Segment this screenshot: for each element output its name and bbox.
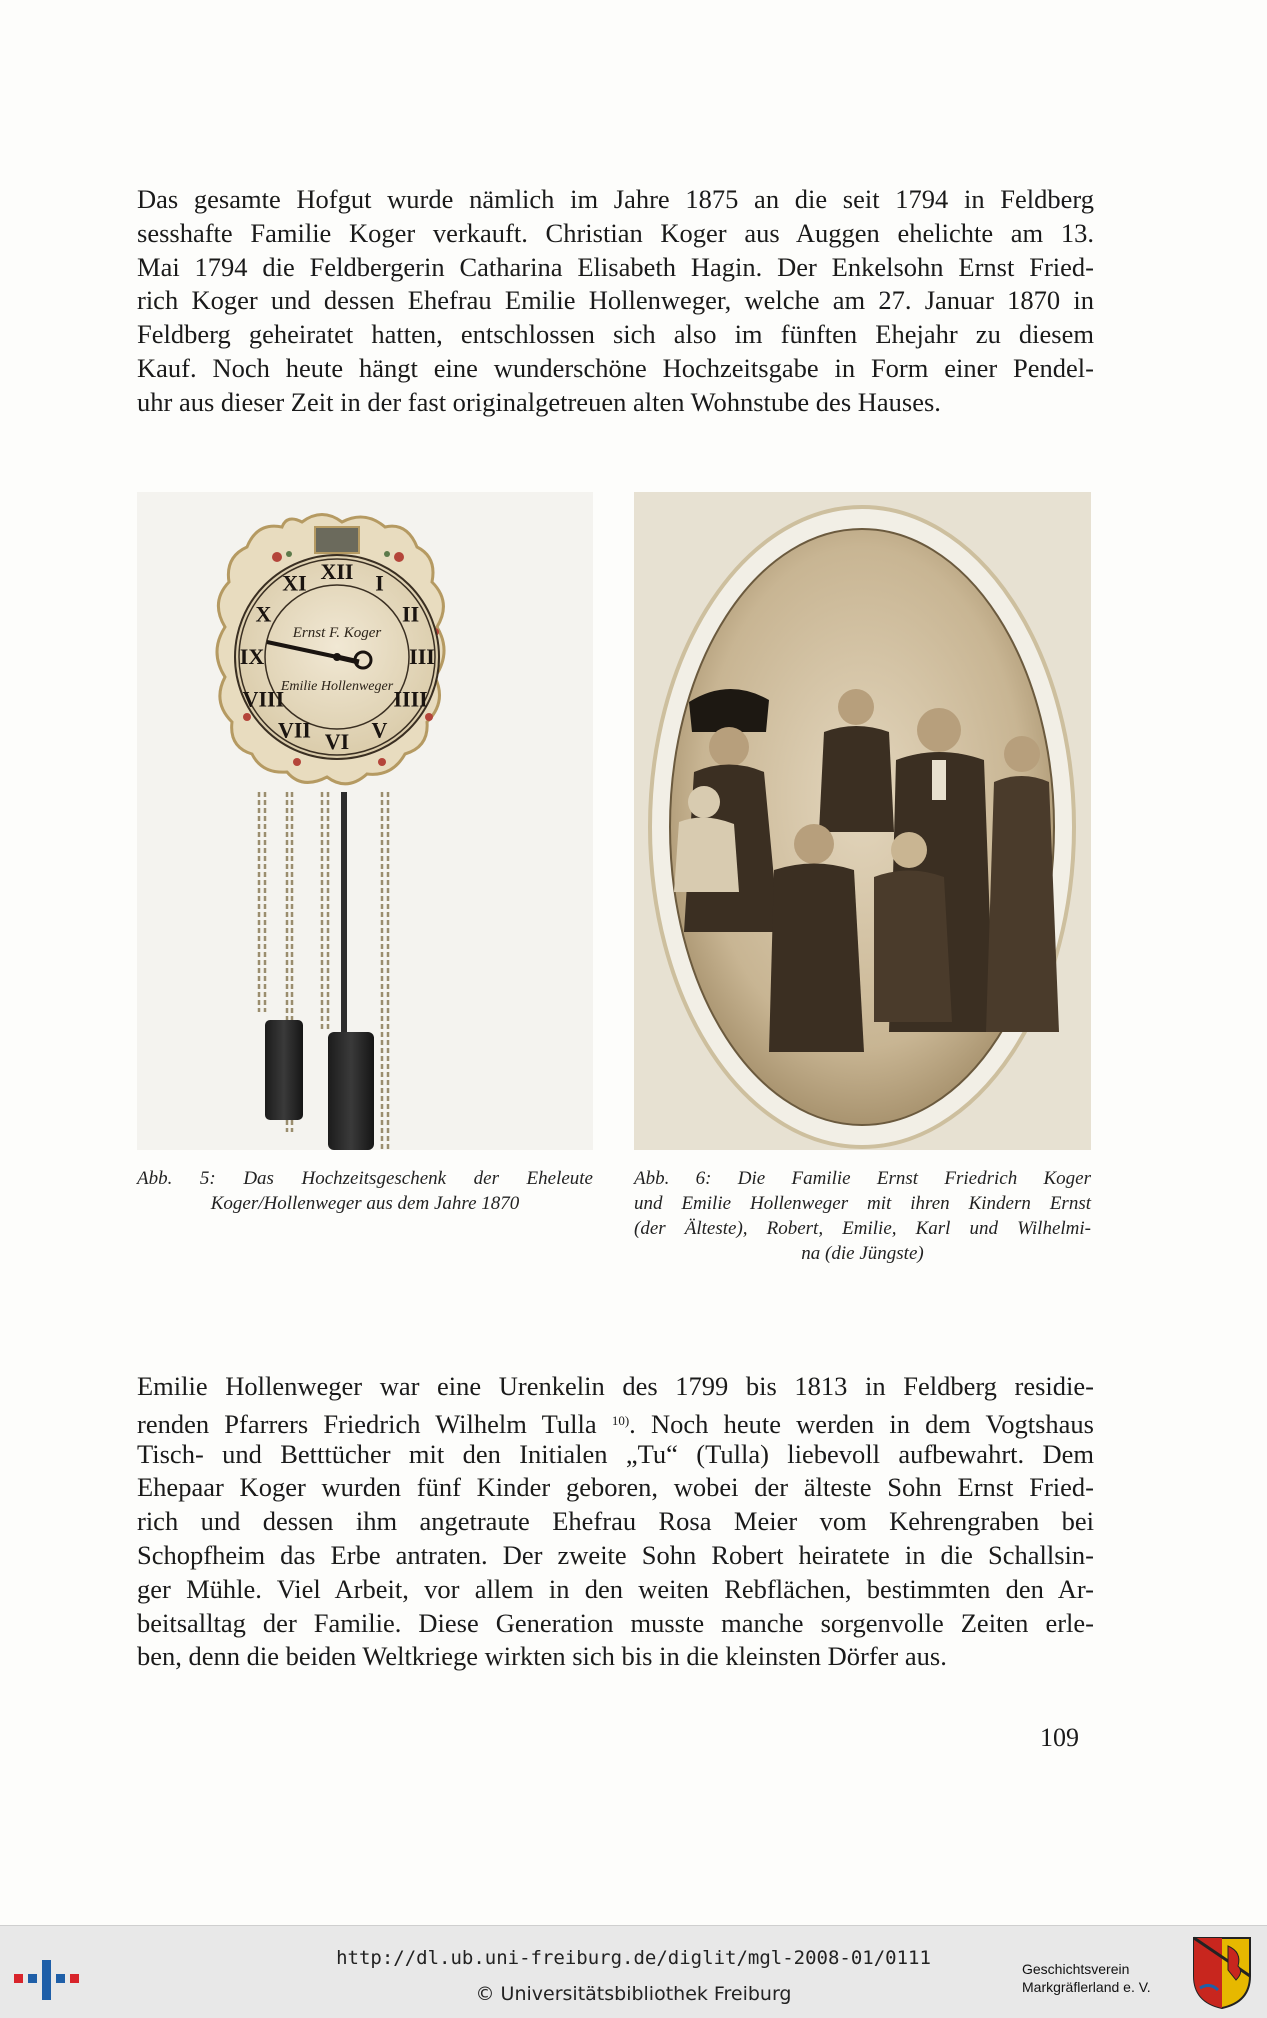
clock-numeral: V	[371, 717, 388, 743]
text-line: rich und dessen ihm angetraute Ehefrau Rosa Meier vom Kehrengraben bei	[137, 1506, 1094, 1537]
family-photo-illustration	[634, 492, 1091, 1150]
org-name-line-2: Markgräflerland e. V.	[1022, 1979, 1151, 1995]
clock-numeral: VI	[324, 729, 350, 754]
text-line: uhr aus dieser Zeit in der fast originalgetreuen alten Wohnstube des Hauses.	[137, 386, 941, 417]
clock-numeral: III	[409, 644, 435, 669]
caption-line: (der Älteste), Robert, Emilie, Karl und Wilhelmi-	[634, 1218, 1091, 1239]
text-line: Schopfheim das Erbe antraten. Der zweite Sohn Robert heiratete in die Schallsin-	[137, 1539, 1094, 1570]
caption-line: na (die Jüngste)	[801, 1243, 924, 1264]
text-segment: renden Pfarrers Friedrich Wilhelm Tulla	[137, 1408, 612, 1439]
figure-5-clock-photo	[137, 492, 593, 1150]
clock-inscription-1: Ernst F. Koger	[292, 625, 382, 641]
clock-numeral: X	[255, 601, 272, 627]
caption-line: Abb. 5: Das Hochzeitsgeschenk der Eheleute	[137, 1168, 593, 1189]
footnote-marker: 10)	[611, 1412, 630, 1428]
text-line: ben, denn die beiden Weltkriege wirkten sich bis in die kleinsten Dörfer aus.	[137, 1641, 947, 1672]
caption-line: und Emilie Hollenweger mit ihren Kindern Ernst	[634, 1193, 1091, 1214]
text-line: beitsalltag der Familie. Diese Generation musste manche sorgenvolle Zeiten erle-	[137, 1607, 1094, 1638]
clock-inscription-2: Emilie Hollenweger	[280, 679, 394, 694]
caption-line: Abb. 6: Die Familie Ernst Friedrich Koger	[634, 1168, 1091, 1189]
clock-numeral: I	[375, 570, 384, 596]
clock-numeral: IIII	[393, 686, 428, 712]
text-line: Emilie Hollenweger war eine Urenkelin des 1799 bis 1813 in Feldberg residie-	[137, 1371, 1094, 1401]
text-line: Mai 1794 die Feldbergerin Catharina Elisabeth Hagin. Der Enkelsohn Ernst Fried-	[137, 251, 1094, 282]
text-line: Das gesamte Hofgut wurde nämlich im Jahre 1875 an die seit 1794 in Feldberg	[137, 184, 1094, 214]
org-name-line-1: Geschichtsverein	[1022, 1961, 1130, 1977]
paragraph-1	[137, 183, 1094, 420]
clock-numeral: XII	[320, 559, 354, 584]
footer-url-link[interactable]: http://dl.ub.uni-freiburg.de/diglit/mgl-2008-01/0111	[336, 1947, 931, 1969]
text-line: ger Mühle. Viel Arbeit, vor allem in den weiten Rebflächen, bestimmten den Ar-	[137, 1573, 1094, 1604]
text-line: sesshafte Familie Koger verkauft. Christian Koger aus Auggen ehelichte am 13.	[137, 217, 1094, 248]
paragraph-2	[137, 1370, 1094, 1674]
markgraeflerland-crest-icon	[1192, 1936, 1252, 2010]
clock-illustration	[137, 492, 593, 1150]
text-segment: . Noch heute werden in dem Vogtshaus	[629, 1408, 1094, 1439]
text-line: rich Koger und dessen Ehefrau Emilie Hollenweger, welche am 27. Januar 1870 in	[137, 285, 1094, 316]
footer-copyright: © Universitätsbibliothek Freiburg	[475, 1983, 792, 2005]
clock-numeral: VIII	[242, 686, 285, 712]
clock-numeral: XI	[282, 570, 307, 596]
text-line: Tisch- und Betttücher mit den Initialen „Tu“ (Tulla) liebevoll aufbewahrt. Dem	[137, 1438, 1094, 1469]
footer-organization	[1022, 1960, 1151, 1996]
text-line: Ehepaar Koger wurden fünf Kinder geboren, wobei der älteste Sohn Ernst Fried-	[137, 1472, 1094, 1503]
text-line-with-footnote	[137, 1404, 1094, 1438]
page-number: 109	[1040, 1723, 1079, 1752]
clock-numeral: VII	[277, 717, 312, 743]
figure-5-caption	[137, 1166, 593, 1216]
text-line: Kauf. Noch heute hängt eine wunderschöne Hochzeitsgabe in Form einer Pendel-	[137, 352, 1094, 383]
clock-numeral: II	[402, 601, 420, 627]
text-line: Feldberg geheiratet hatten, entschlossen sich also im fünften Ehejahr zu diesem	[137, 319, 1094, 350]
figure-6-family-photo	[634, 492, 1091, 1150]
figure-6-caption	[634, 1166, 1091, 1266]
clock-numeral: IX	[239, 644, 265, 669]
caption-line: Koger/Hollenweger aus dem Jahre 1870	[210, 1193, 520, 1214]
